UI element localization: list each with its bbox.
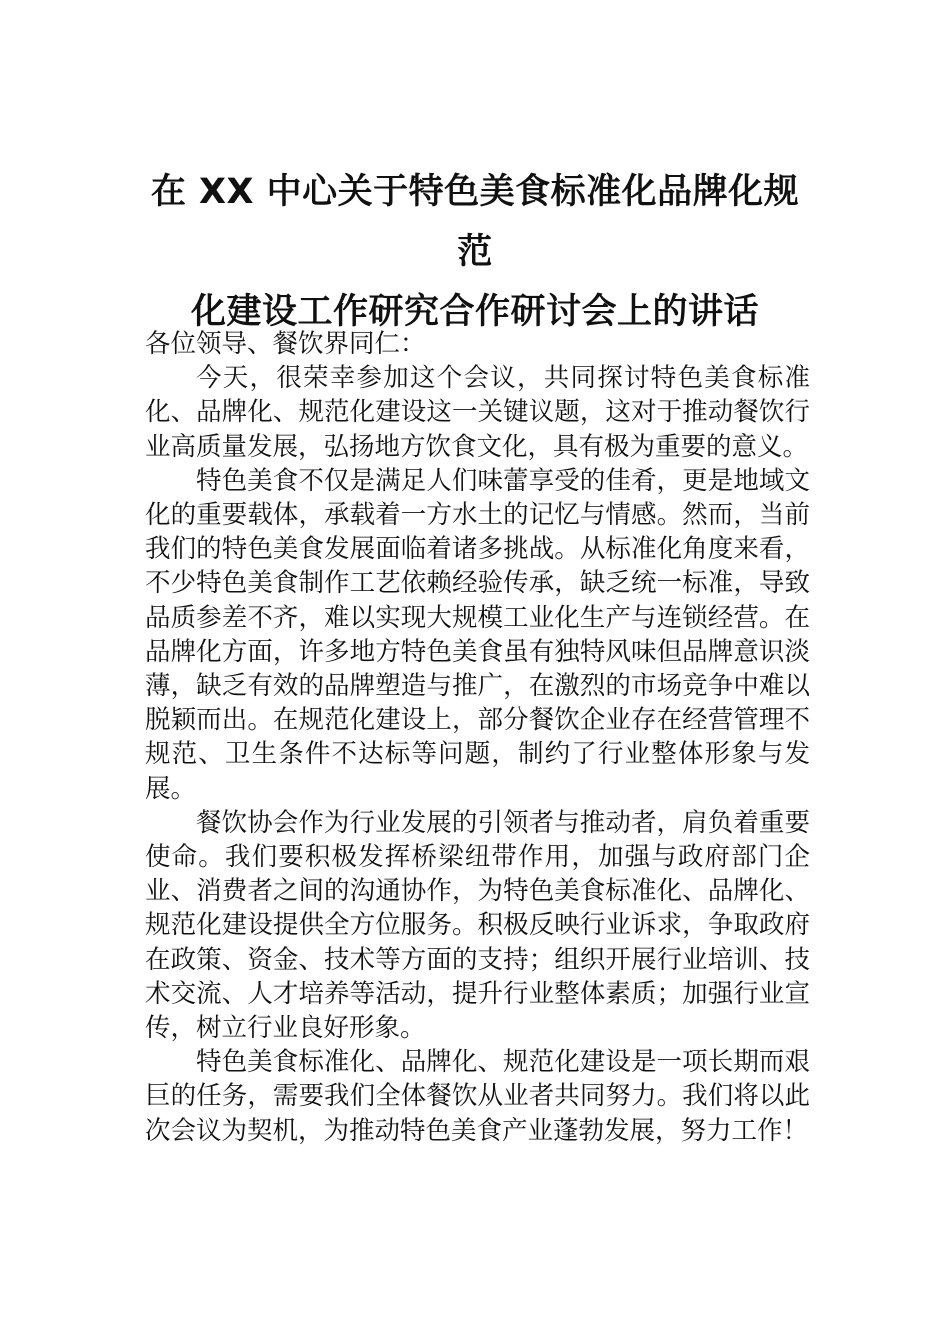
paragraph-closing: 特色美食标准化、品牌化、规范化建设是一项长期而艰巨的任务，需要我们全体餐饮从业者共同努力。我们将以此次会议为契机，为推动特色美食产业蓬勃发展，努力工作！ (145, 1047, 810, 1146)
paragraph-challenges: 特色美食不仅是满足人们味蕾享受的佳肴，更是地域文化的重要载体，承载着一方水土的记忆与情感。然而，当前我们的特色美食发展面临着诸多挑战。从标准化角度来看，不少特色美食制作工艺依赖经验传承，缺乏统一标准，导致品质参差不齐，难以实现大规模工业化生产与连锁经营。在品牌化方面，许多地方特色美食虽有独特风味但品牌意识淡薄，缺乏有效的品牌塑造与推广，在激烈的市场竞争中难以脱颖而出。在规范化建设上，部分餐饮企业存在经营管理不规范、卫生条件不达标等问题，制约了行业整体形象与发展。 (145, 465, 810, 804)
speech-body (145, 327, 810, 1148)
salutation: 各位领导、餐饮界同仁： (145, 329, 426, 359)
title-line-2: 化建设工作研究合作研讨会上的讲话 (190, 292, 759, 332)
speech-title (140, 162, 810, 342)
paragraph-association-role: 餐饮协会作为行业发展的引领者与推动者，肩负着重要使命。我们要积极发挥桥梁纽带作用，加强与政府部门企业、消费者之间的沟通协作，为特色美食标准化、品牌化、规范化建设提供全方位服务。积极反映行业诉求，争取政府在政策、资金、技术等方面的支持；组织开展行业培训、技术交流、人才培养等活动，提升行业整体素质；加强行业宣传，树立行业良好形象。 (145, 807, 810, 1044)
paragraph-opening: 今天，很荣幸参加这个会议，共同探讨特色美食标准化、品牌化、规范化建设这一关键议题，这对于推动餐饮行业高质量发展，弘扬地方饮食文化，具有极为重要的意义。 (145, 363, 810, 462)
title-line-1: 在 XX 中心关于特色美食标准化品牌化规范 (150, 172, 800, 272)
